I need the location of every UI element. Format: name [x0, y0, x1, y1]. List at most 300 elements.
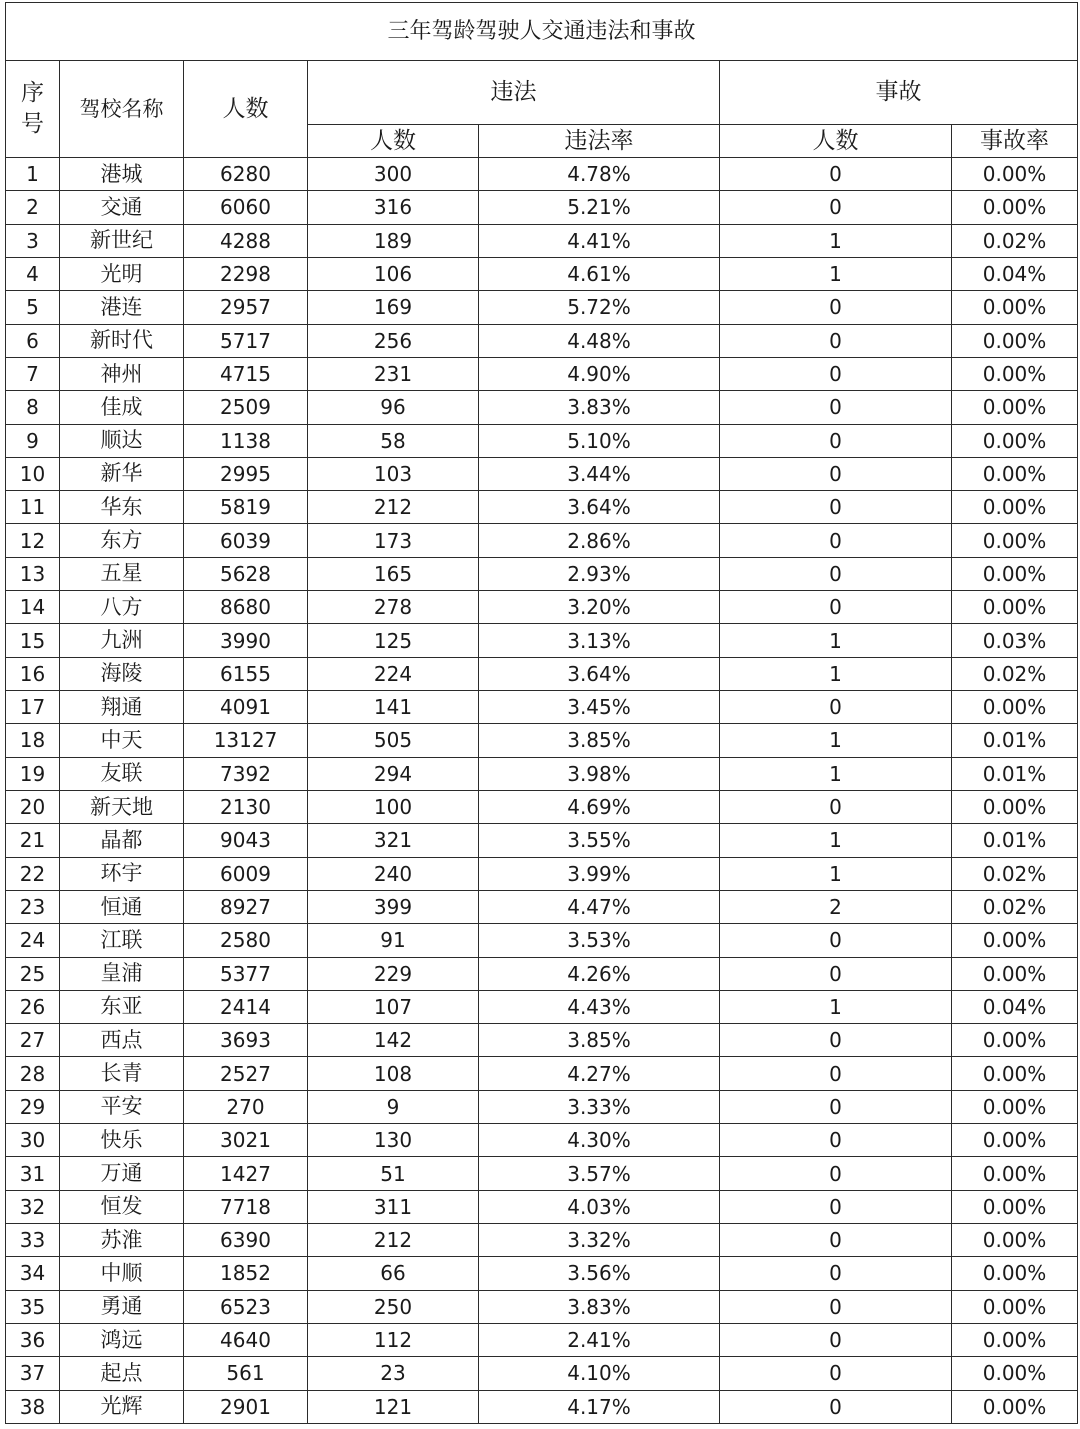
cell-school-name: 华东 — [60, 491, 184, 524]
cell-accident-rate: 0.00% — [952, 924, 1078, 957]
cell-violation-rate: 4.26% — [479, 957, 720, 990]
cell-seq: 36 — [6, 1323, 60, 1356]
cell-accident-rate: 0.00% — [952, 1024, 1078, 1057]
cell-accident-rate: 0.00% — [952, 957, 1078, 990]
cell-accident-rate: 0.00% — [952, 1390, 1078, 1423]
cell-seq: 25 — [6, 957, 60, 990]
cell-driver-count: 2298 — [184, 257, 308, 290]
cell-seq: 32 — [6, 1190, 60, 1223]
cell-violation-count: 100 — [308, 790, 479, 823]
table-row — [6, 524, 1078, 557]
table-row — [6, 657, 1078, 690]
cell-violation-rate: 3.33% — [479, 1090, 720, 1123]
cell-seq: 8 — [6, 391, 60, 424]
cell-school-name: 光辉 — [60, 1390, 184, 1423]
cell-school-name: 苏淮 — [60, 1224, 184, 1257]
cell-violation-count: 121 — [308, 1390, 479, 1423]
table-row — [6, 291, 1078, 324]
cell-driver-count: 2580 — [184, 924, 308, 957]
cell-driver-count: 3021 — [184, 1124, 308, 1157]
cell-violation-rate: 4.27% — [479, 1057, 720, 1090]
cell-accident-rate: 0.00% — [952, 1257, 1078, 1290]
cell-school-name: 五星 — [60, 557, 184, 590]
table-row — [6, 757, 1078, 790]
cell-accident-rate: 0.00% — [952, 158, 1078, 191]
cell-driver-count: 6390 — [184, 1224, 308, 1257]
table-row — [6, 557, 1078, 590]
cell-accident-count: 1 — [720, 757, 952, 790]
cell-accident-count: 0 — [720, 191, 952, 224]
cell-driver-count: 1852 — [184, 1257, 308, 1290]
cell-school-name: 港连 — [60, 291, 184, 324]
cell-violation-count: 141 — [308, 691, 479, 724]
cell-seq: 20 — [6, 790, 60, 823]
cell-accident-count: 0 — [720, 1157, 952, 1190]
cell-accident-count: 0 — [720, 391, 952, 424]
table-title: 三年驾龄驾驶人交通违法和事故 — [6, 3, 1078, 61]
cell-seq: 16 — [6, 657, 60, 690]
cell-school-name: 中顺 — [60, 1257, 184, 1290]
cell-violation-rate: 3.83% — [479, 391, 720, 424]
cell-accident-count: 0 — [720, 924, 952, 957]
cell-violation-count: 256 — [308, 324, 479, 357]
cell-accident-rate: 0.00% — [952, 1157, 1078, 1190]
cell-driver-count: 3693 — [184, 1024, 308, 1057]
cell-driver-count: 4715 — [184, 357, 308, 390]
cell-violation-count: 142 — [308, 1024, 479, 1057]
cell-violation-count: 212 — [308, 1224, 479, 1257]
cell-violation-count: 240 — [308, 857, 479, 890]
cell-violation-rate: 3.44% — [479, 457, 720, 490]
seq-header — [6, 61, 60, 158]
table-row — [6, 890, 1078, 923]
cell-seq: 5 — [6, 291, 60, 324]
cell-accident-rate: 0.01% — [952, 824, 1078, 857]
table-row — [6, 1190, 1078, 1223]
cell-accident-rate: 0.00% — [952, 357, 1078, 390]
cell-violation-count: 165 — [308, 557, 479, 590]
accident-rate-header: 事故率 — [952, 125, 1078, 158]
table-row — [6, 591, 1078, 624]
cell-accident-count: 0 — [720, 557, 952, 590]
cell-violation-rate: 3.20% — [479, 591, 720, 624]
cell-violation-rate: 3.32% — [479, 1224, 720, 1257]
cell-driver-count: 6523 — [184, 1290, 308, 1323]
cell-violation-count: 58 — [308, 424, 479, 457]
table-row — [6, 790, 1078, 823]
cell-accident-count: 0 — [720, 1124, 952, 1157]
cell-driver-count: 5377 — [184, 957, 308, 990]
cell-seq: 33 — [6, 1224, 60, 1257]
cell-violation-count: 112 — [308, 1323, 479, 1356]
cell-driver-count: 6039 — [184, 524, 308, 557]
cell-driver-count: 1138 — [184, 424, 308, 457]
cell-school-name: 恒通 — [60, 890, 184, 923]
cell-violation-count: 130 — [308, 1124, 479, 1157]
cell-school-name: 万通 — [60, 1157, 184, 1190]
cell-accident-rate: 0.00% — [952, 1290, 1078, 1323]
cell-violation-rate: 3.83% — [479, 1290, 720, 1323]
cell-violation-count: 9 — [308, 1090, 479, 1123]
cell-violation-rate: 3.13% — [479, 624, 720, 657]
table-row — [6, 324, 1078, 357]
cell-violation-rate: 2.41% — [479, 1323, 720, 1356]
table-row — [6, 691, 1078, 724]
cell-seq: 22 — [6, 857, 60, 890]
cell-violation-rate: 3.64% — [479, 491, 720, 524]
seq-header-line2: 号 — [21, 111, 44, 137]
cell-driver-count: 2527 — [184, 1057, 308, 1090]
cell-violation-rate: 4.17% — [479, 1390, 720, 1423]
cell-violation-count: 103 — [308, 457, 479, 490]
cell-violation-rate: 2.86% — [479, 524, 720, 557]
cell-accident-count: 1 — [720, 257, 952, 290]
cell-accident-rate: 0.00% — [952, 591, 1078, 624]
cell-school-name: 东亚 — [60, 990, 184, 1023]
cell-violation-rate: 4.47% — [479, 890, 720, 923]
cell-accident-rate: 0.01% — [952, 724, 1078, 757]
violation-rate-header: 违法率 — [479, 125, 720, 158]
cell-accident-count: 1 — [720, 224, 952, 257]
cell-violation-count: 294 — [308, 757, 479, 790]
cell-accident-count: 0 — [720, 457, 952, 490]
cell-violation-rate: 4.43% — [479, 990, 720, 1023]
cell-violation-count: 23 — [308, 1357, 479, 1390]
cell-school-name: 翔通 — [60, 691, 184, 724]
cell-violation-count: 278 — [308, 591, 479, 624]
cell-accident-rate: 0.00% — [952, 391, 1078, 424]
cell-accident-rate: 0.02% — [952, 657, 1078, 690]
cell-violation-rate: 3.85% — [479, 1024, 720, 1057]
cell-school-name: 起点 — [60, 1357, 184, 1390]
cell-accident-count: 1 — [720, 624, 952, 657]
cell-accident-rate: 0.00% — [952, 524, 1078, 557]
cell-school-name: 环宇 — [60, 857, 184, 890]
cell-violation-count: 125 — [308, 624, 479, 657]
cell-seq: 3 — [6, 224, 60, 257]
table-row — [6, 957, 1078, 990]
cell-accident-count: 2 — [720, 890, 952, 923]
cell-violation-count: 321 — [308, 824, 479, 857]
cell-violation-rate: 3.45% — [479, 691, 720, 724]
cell-accident-count: 0 — [720, 591, 952, 624]
cell-driver-count: 4288 — [184, 224, 308, 257]
cell-seq: 35 — [6, 1290, 60, 1323]
cell-accident-rate: 0.00% — [952, 424, 1078, 457]
cell-accident-rate: 0.04% — [952, 990, 1078, 1023]
table-row — [6, 357, 1078, 390]
cell-school-name: 新时代 — [60, 324, 184, 357]
cell-driver-count: 3990 — [184, 624, 308, 657]
cell-accident-rate: 0.02% — [952, 857, 1078, 890]
cell-school-name: 新世纪 — [60, 224, 184, 257]
cell-driver-count: 4640 — [184, 1323, 308, 1356]
cell-accident-rate: 0.02% — [952, 224, 1078, 257]
cell-accident-count: 0 — [720, 1390, 952, 1423]
cell-seq: 11 — [6, 491, 60, 524]
cell-seq: 19 — [6, 757, 60, 790]
cell-violation-rate: 4.10% — [479, 1357, 720, 1390]
cell-driver-count: 561 — [184, 1357, 308, 1390]
cell-seq: 38 — [6, 1390, 60, 1423]
cell-accident-count: 0 — [720, 790, 952, 823]
cell-violation-count: 231 — [308, 357, 479, 390]
cell-violation-rate: 2.93% — [479, 557, 720, 590]
cell-violation-count: 224 — [308, 657, 479, 690]
cell-violation-rate: 3.99% — [479, 857, 720, 890]
cell-seq: 2 — [6, 191, 60, 224]
cell-accident-rate: 0.00% — [952, 790, 1078, 823]
school-name-header: 驾校名称 — [60, 61, 184, 158]
cell-driver-count: 13127 — [184, 724, 308, 757]
cell-school-name: 鸿远 — [60, 1323, 184, 1356]
cell-violation-rate: 3.56% — [479, 1257, 720, 1290]
cell-violation-rate: 4.30% — [479, 1124, 720, 1157]
cell-violation-count: 91 — [308, 924, 479, 957]
cell-violation-count: 107 — [308, 990, 479, 1023]
cell-accident-rate: 0.00% — [952, 1057, 1078, 1090]
cell-violation-rate: 4.69% — [479, 790, 720, 823]
accident-group-header: 事故 — [720, 61, 1078, 125]
cell-driver-count: 7718 — [184, 1190, 308, 1223]
cell-seq: 13 — [6, 557, 60, 590]
cell-seq: 7 — [6, 357, 60, 390]
table-row — [6, 1390, 1078, 1423]
cell-seq: 29 — [6, 1090, 60, 1123]
table-row — [6, 924, 1078, 957]
cell-accident-rate: 0.00% — [952, 291, 1078, 324]
cell-school-name: 长青 — [60, 1057, 184, 1090]
cell-seq: 4 — [6, 257, 60, 290]
cell-violation-count: 316 — [308, 191, 479, 224]
cell-driver-count: 9043 — [184, 824, 308, 857]
cell-accident-count: 0 — [720, 424, 952, 457]
cell-accident-rate: 0.00% — [952, 1357, 1078, 1390]
cell-accident-count: 0 — [720, 957, 952, 990]
cell-accident-count: 0 — [720, 491, 952, 524]
table-row — [6, 224, 1078, 257]
cell-seq: 6 — [6, 324, 60, 357]
table-row — [6, 457, 1078, 490]
cell-accident-count: 1 — [720, 857, 952, 890]
table-row — [6, 1224, 1078, 1257]
table-row — [6, 191, 1078, 224]
cell-driver-count: 6009 — [184, 857, 308, 890]
seq-header-line1: 序 — [21, 79, 44, 106]
cell-accident-count: 0 — [720, 324, 952, 357]
cell-driver-count: 6280 — [184, 158, 308, 191]
cell-accident-rate: 0.00% — [952, 1090, 1078, 1123]
cell-accident-count: 0 — [720, 1290, 952, 1323]
cell-violation-count: 250 — [308, 1290, 479, 1323]
cell-violation-rate: 5.21% — [479, 191, 720, 224]
cell-school-name: 快乐 — [60, 1124, 184, 1157]
cell-violation-rate: 4.90% — [479, 357, 720, 390]
table-row — [6, 1157, 1078, 1190]
cell-accident-count: 1 — [720, 657, 952, 690]
table-row — [6, 824, 1078, 857]
cell-accident-count: 1 — [720, 990, 952, 1023]
cell-driver-count: 5628 — [184, 557, 308, 590]
cell-accident-count: 0 — [720, 1224, 952, 1257]
cell-violation-count: 173 — [308, 524, 479, 557]
cell-accident-count: 0 — [720, 1257, 952, 1290]
cell-violation-count: 399 — [308, 890, 479, 923]
cell-violation-count: 212 — [308, 491, 479, 524]
cell-driver-count: 2509 — [184, 391, 308, 424]
cell-violation-count: 51 — [308, 1157, 479, 1190]
cell-driver-count: 5819 — [184, 491, 308, 524]
cell-violation-count: 108 — [308, 1057, 479, 1090]
cell-accident-rate: 0.00% — [952, 491, 1078, 524]
cell-accident-rate: 0.00% — [952, 557, 1078, 590]
cell-school-name: 东方 — [60, 524, 184, 557]
cell-violation-count: 96 — [308, 391, 479, 424]
cell-driver-count: 2995 — [184, 457, 308, 490]
cell-violation-count: 106 — [308, 257, 479, 290]
cell-accident-count: 0 — [720, 158, 952, 191]
accident-count-header: 人数 — [720, 125, 952, 158]
cell-seq: 17 — [6, 691, 60, 724]
cell-accident-count: 0 — [720, 1190, 952, 1223]
cell-violation-count: 300 — [308, 158, 479, 191]
cell-school-name: 中天 — [60, 724, 184, 757]
table-row — [6, 1357, 1078, 1390]
cell-accident-count: 1 — [720, 724, 952, 757]
cell-school-name: 晶都 — [60, 824, 184, 857]
cell-driver-count: 1427 — [184, 1157, 308, 1190]
cell-violation-rate: 5.10% — [479, 424, 720, 457]
cell-driver-count: 2957 — [184, 291, 308, 324]
cell-seq: 34 — [6, 1257, 60, 1290]
cell-driver-count: 4091 — [184, 691, 308, 724]
cell-accident-rate: 0.00% — [952, 324, 1078, 357]
cell-accident-count: 0 — [720, 1024, 952, 1057]
table-row — [6, 624, 1078, 657]
table-row — [6, 257, 1078, 290]
cell-accident-rate: 0.00% — [952, 191, 1078, 224]
cell-seq: 14 — [6, 591, 60, 624]
violation-group-header: 违法 — [308, 61, 720, 125]
cell-seq: 30 — [6, 1124, 60, 1157]
cell-violation-count: 505 — [308, 724, 479, 757]
cell-violation-rate: 3.53% — [479, 924, 720, 957]
cell-accident-rate: 0.03% — [952, 624, 1078, 657]
table-row — [6, 1290, 1078, 1323]
cell-violation-rate: 3.64% — [479, 657, 720, 690]
cell-seq: 9 — [6, 424, 60, 457]
cell-school-name: 神州 — [60, 357, 184, 390]
cell-accident-count: 0 — [720, 1057, 952, 1090]
cell-accident-rate: 0.00% — [952, 1224, 1078, 1257]
cell-driver-count: 270 — [184, 1090, 308, 1123]
cell-driver-count: 2414 — [184, 990, 308, 1023]
cell-driver-count: 6060 — [184, 191, 308, 224]
cell-school-name: 新华 — [60, 457, 184, 490]
cell-school-name: 顺达 — [60, 424, 184, 457]
cell-seq: 21 — [6, 824, 60, 857]
table-row — [6, 158, 1078, 191]
cell-school-name: 交通 — [60, 191, 184, 224]
table-row — [6, 1057, 1078, 1090]
cell-seq: 24 — [6, 924, 60, 957]
cell-violation-rate: 3.98% — [479, 757, 720, 790]
table-row — [6, 1090, 1078, 1123]
cell-driver-count: 7392 — [184, 757, 308, 790]
cell-seq: 12 — [6, 524, 60, 557]
cell-school-name: 友联 — [60, 757, 184, 790]
cell-accident-rate: 0.00% — [952, 1124, 1078, 1157]
cell-school-name: 八方 — [60, 591, 184, 624]
cell-seq: 27 — [6, 1024, 60, 1057]
cell-accident-count: 0 — [720, 1323, 952, 1356]
cell-accident-count: 0 — [720, 1090, 952, 1123]
cell-violation-rate: 4.48% — [479, 324, 720, 357]
cell-seq: 26 — [6, 990, 60, 1023]
cell-violation-rate: 4.78% — [479, 158, 720, 191]
cell-driver-count: 2901 — [184, 1390, 308, 1423]
table-row — [6, 1323, 1078, 1356]
cell-driver-count: 8680 — [184, 591, 308, 624]
cell-school-name: 港城 — [60, 158, 184, 191]
cell-violation-rate: 3.55% — [479, 824, 720, 857]
table-body — [6, 158, 1078, 1424]
cell-school-name: 江联 — [60, 924, 184, 957]
cell-accident-rate: 0.00% — [952, 1190, 1078, 1223]
cell-school-name: 西点 — [60, 1024, 184, 1057]
cell-school-name: 新天地 — [60, 790, 184, 823]
cell-accident-rate: 0.04% — [952, 257, 1078, 290]
cell-school-name: 平安 — [60, 1090, 184, 1123]
cell-accident-count: 0 — [720, 357, 952, 390]
cell-violation-rate: 3.57% — [479, 1157, 720, 1190]
cell-accident-count: 0 — [720, 1357, 952, 1390]
cell-accident-rate: 0.00% — [952, 691, 1078, 724]
cell-seq: 10 — [6, 457, 60, 490]
table-row — [6, 857, 1078, 890]
cell-violation-rate: 5.72% — [479, 291, 720, 324]
cell-seq: 1 — [6, 158, 60, 191]
cell-accident-rate: 0.00% — [952, 457, 1078, 490]
cell-violation-count: 66 — [308, 1257, 479, 1290]
cell-violation-rate: 4.41% — [479, 224, 720, 257]
table-row — [6, 724, 1078, 757]
cell-seq: 18 — [6, 724, 60, 757]
cell-school-name: 恒发 — [60, 1190, 184, 1223]
cell-accident-count: 1 — [720, 824, 952, 857]
cell-seq: 23 — [6, 890, 60, 923]
table-row — [6, 491, 1078, 524]
cell-violation-rate: 3.85% — [479, 724, 720, 757]
table-row — [6, 1124, 1078, 1157]
cell-violation-count: 169 — [308, 291, 479, 324]
driver-count-header: 人数 — [184, 61, 308, 158]
cell-violation-rate: 4.03% — [479, 1190, 720, 1223]
stats-table — [5, 2, 1078, 1424]
cell-seq: 31 — [6, 1157, 60, 1190]
cell-seq: 15 — [6, 624, 60, 657]
cell-accident-count: 0 — [720, 524, 952, 557]
cell-school-name: 皇浦 — [60, 957, 184, 990]
cell-accident-rate: 0.02% — [952, 890, 1078, 923]
table-row — [6, 391, 1078, 424]
cell-driver-count: 8927 — [184, 890, 308, 923]
cell-accident-count: 0 — [720, 691, 952, 724]
cell-school-name: 光明 — [60, 257, 184, 290]
cell-seq: 37 — [6, 1357, 60, 1390]
cell-accident-rate: 0.00% — [952, 1323, 1078, 1356]
cell-driver-count: 2130 — [184, 790, 308, 823]
